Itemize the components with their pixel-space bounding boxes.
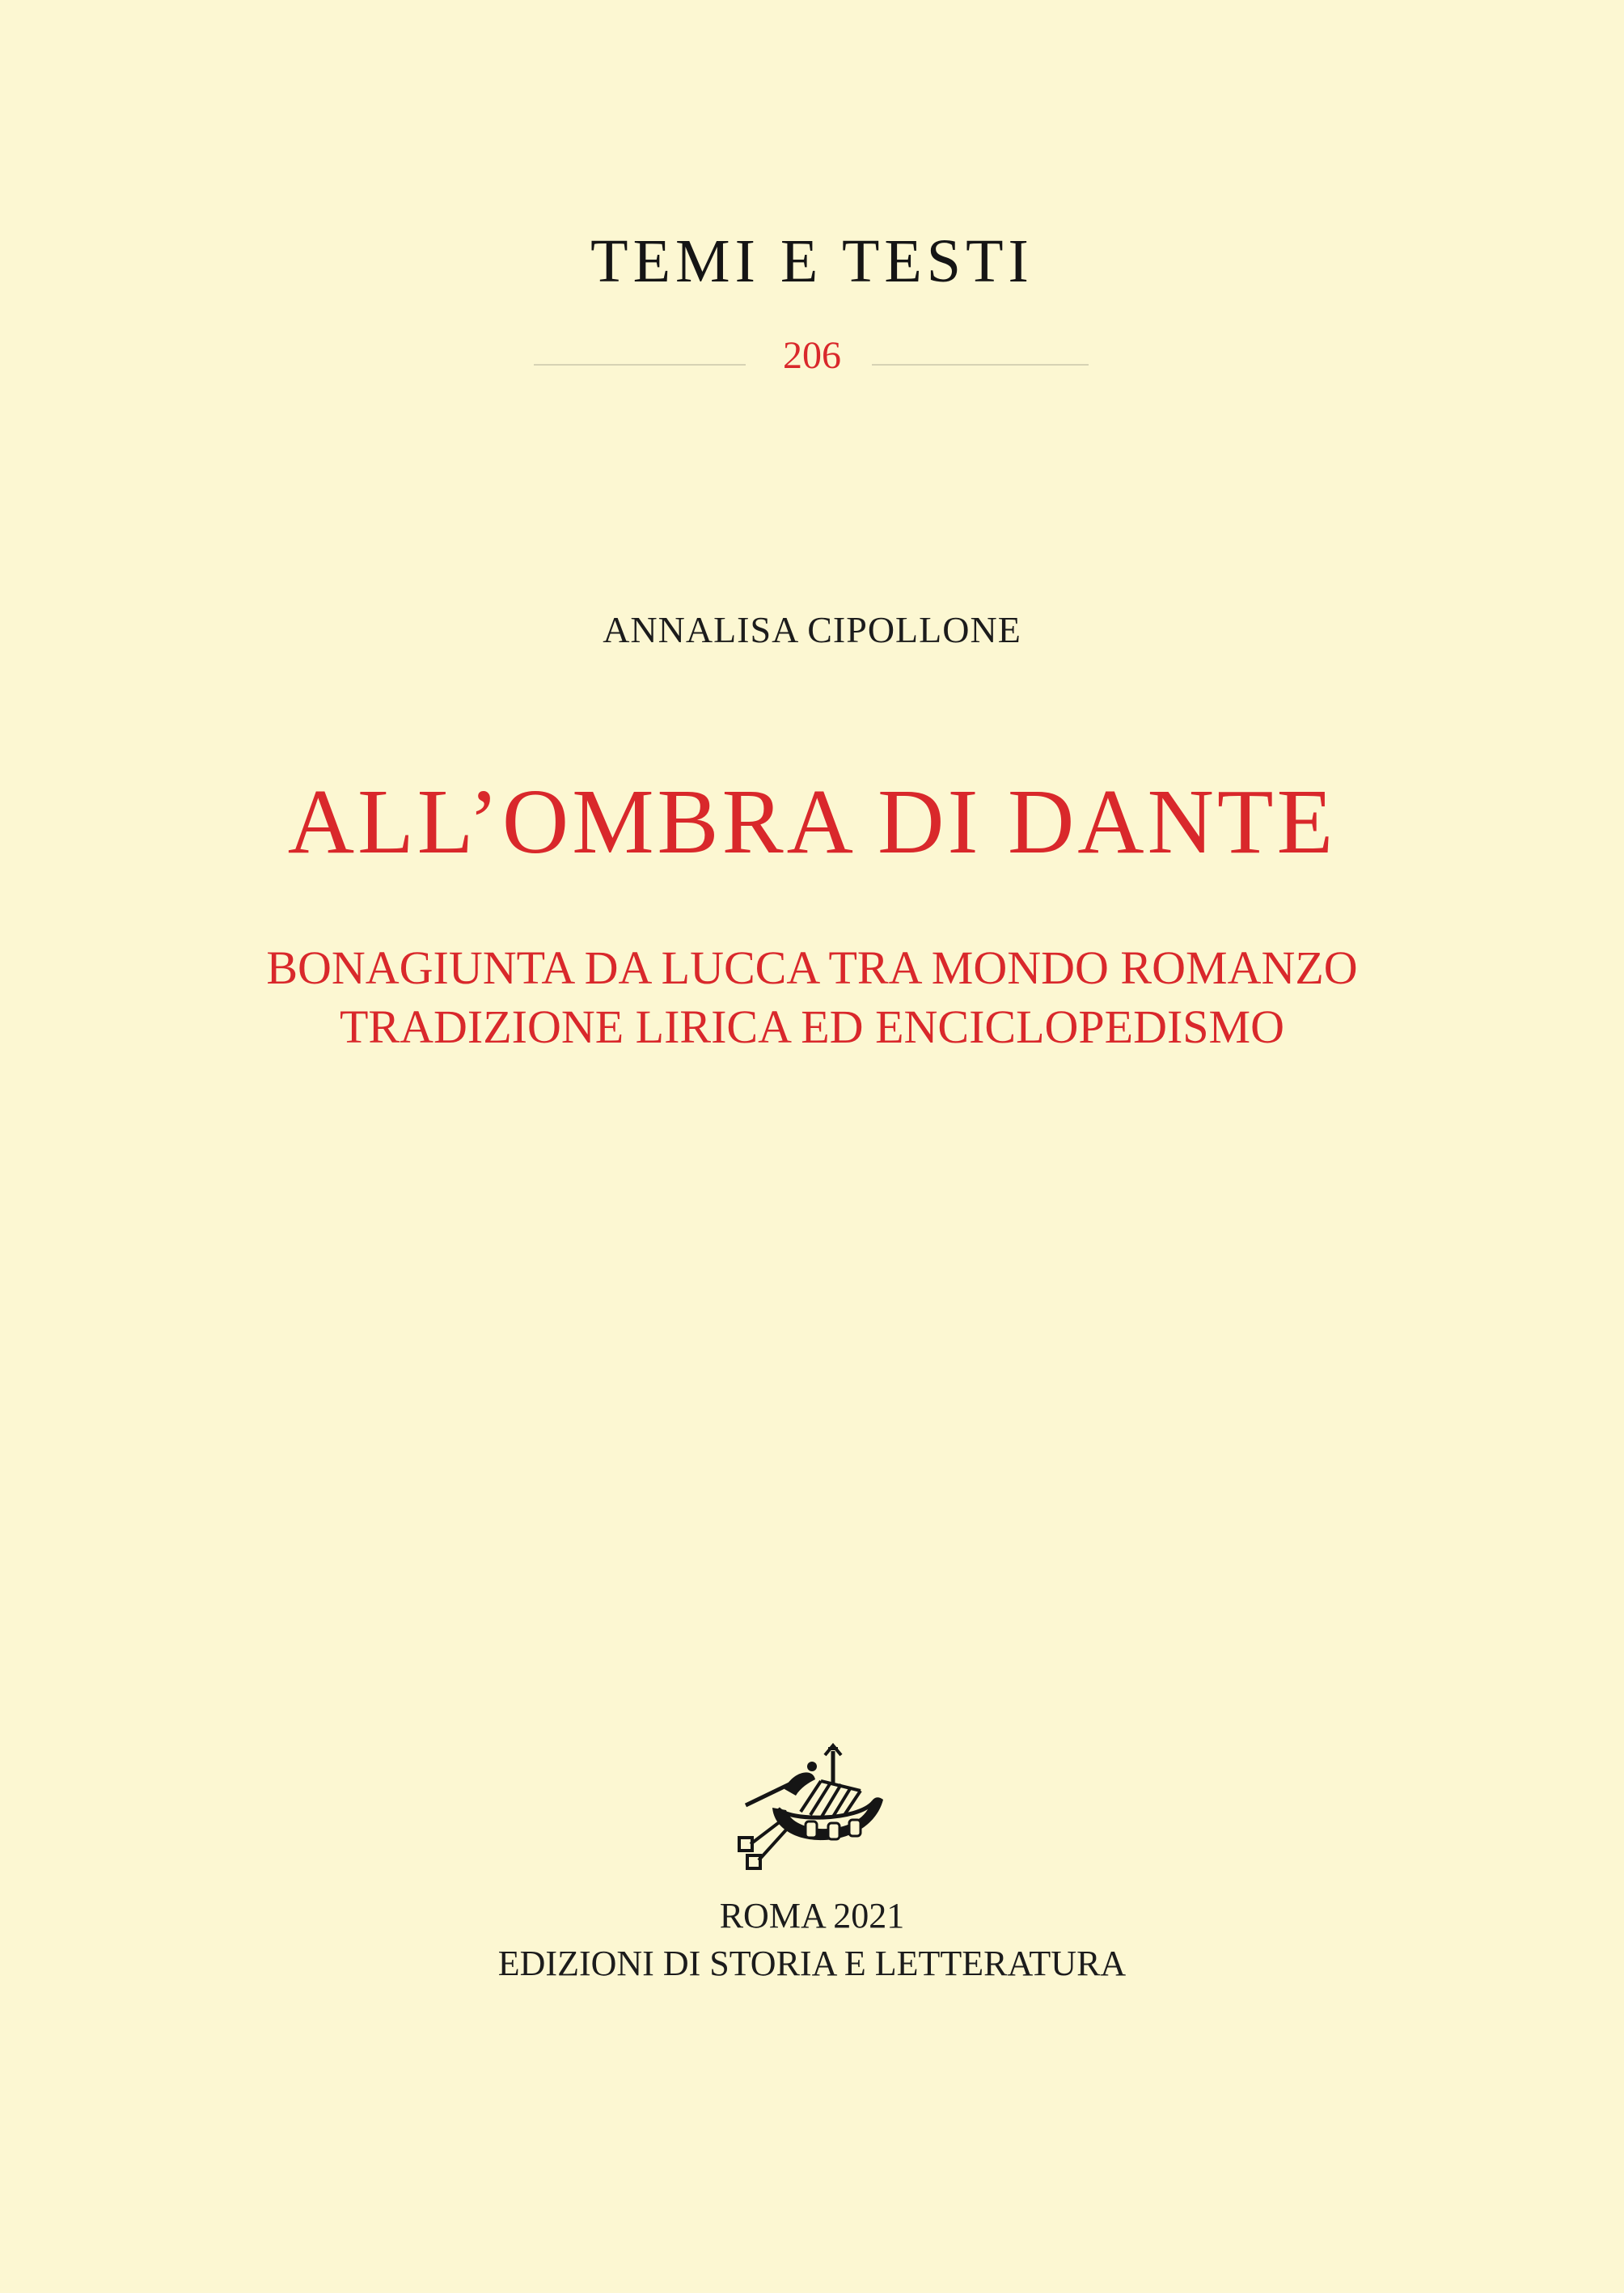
imprint-place-year: ROMA 2021 (719, 1896, 905, 1936)
author-name: ANNALISA CIPOLLONE (603, 609, 1021, 650)
series-number-rule (0, 333, 1624, 398)
series-title: TEMI E TESTI (590, 227, 1034, 295)
subtitle-line-1: BONAGIUNTA DA LUCCA TRA MONDO ROMANZO (266, 941, 1358, 994)
rule-right (872, 364, 1089, 366)
subtitle-line-2: TRADIZIONE LIRICA ED ENCICLOPEDISMO (340, 1001, 1284, 1053)
publisher-ship-emblem-icon (728, 1731, 898, 1872)
book-title: ALL’OMBRA DI DANTE (287, 770, 1337, 873)
imprint-publisher: EDIZIONI DI STORIA E LETTERATURA (497, 1944, 1127, 1983)
series-number: 206 (783, 334, 841, 377)
